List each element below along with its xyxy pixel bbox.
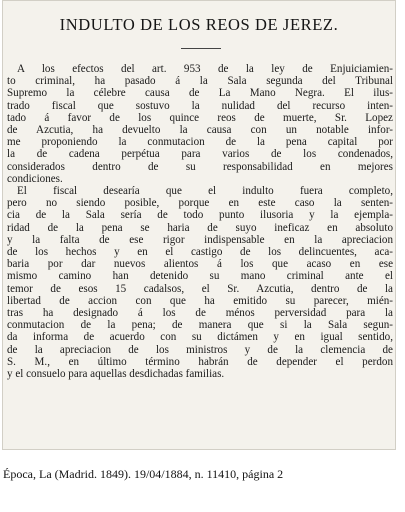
- article-body: [7, 63, 393, 380]
- text-line: Supremo la célebre causa de La Mano Negra. El ilus-: [7, 87, 393, 100]
- text-line: ridad de la pena se haria de suyo ineficaz en absoluto: [7, 221, 393, 234]
- text-line: me proponiendo la conmutacion de la pena capital por: [7, 136, 393, 149]
- text-line: considerados dentro de su responsabilidad en mejores: [7, 160, 393, 173]
- text-line: de Azcutia, ha devuelto la causa con un notable infor-: [7, 124, 393, 137]
- text-line: mismo camino han detenido su mano criminal ante el: [7, 270, 393, 283]
- text-line: A los efectos del art. 953 de la ley de Enjuiciamien-: [17, 63, 393, 75]
- text-line: conmutacion de la pena; de manera que si la Sala segun-: [7, 319, 393, 332]
- text-line: y la falta de ese rigor indispensable en la apreciacion: [7, 233, 393, 246]
- text-line: de la apreciacion de los ministros y de la clemencia de: [7, 343, 393, 356]
- text-line: y el consuelo para aquellas desdichadas familias.: [7, 368, 225, 381]
- text-line: da informa de acuerdo con su dictámen y en igual sentido,: [7, 331, 393, 344]
- text-line: S. M., en último término habrán de depender el perdon: [7, 355, 393, 368]
- newspaper-clipping: [2, 0, 396, 450]
- text-line: tras ha designado á los de ménos perversidad para la: [7, 307, 393, 320]
- text-line: temor de esos 15 cadalsos, el Sr. Azcutia, dentro de la: [7, 282, 393, 295]
- text-line: El fiscal desearía que el indulto fuera completo,: [17, 185, 393, 198]
- text-line: to criminal, ha pasado á la Sala segunda del Tribunal: [7, 75, 393, 88]
- text-line: de los hechos y en el castigo de los delincuentes, aca-: [7, 246, 393, 259]
- title-divider: [181, 48, 221, 49]
- article-title: INDULTO DE LOS REOS DE JEREZ.: [59, 15, 339, 34]
- source-caption: Época, La (Madrid. 1849). 19/04/1884, n. 11410, página 2: [3, 467, 284, 481]
- text-line: condiciones.: [7, 172, 63, 185]
- text-line: tado á favor de los quince reos de muerte, Sr. Lopez: [7, 111, 393, 124]
- text-line: pero no siendo posible, porque en este caso la senten-: [7, 197, 393, 210]
- article-paragraph-1: [7, 63, 393, 185]
- article-paragraph-2: [7, 185, 393, 380]
- text-line: la de cadena perpétua para varios de los condenados,: [7, 148, 393, 161]
- text-line: libertad de accion con que ha emitido su parecer, mién-: [7, 294, 393, 307]
- text-line: trado fiscal que sostuvo la nulidad del recurso inten-: [7, 99, 393, 112]
- text-line: baria por dar nuevos alientos á los que acaso en ese: [7, 258, 393, 271]
- text-line: cia de la Sala sería de todo punto ilusoria y la ejempla-: [7, 209, 393, 222]
